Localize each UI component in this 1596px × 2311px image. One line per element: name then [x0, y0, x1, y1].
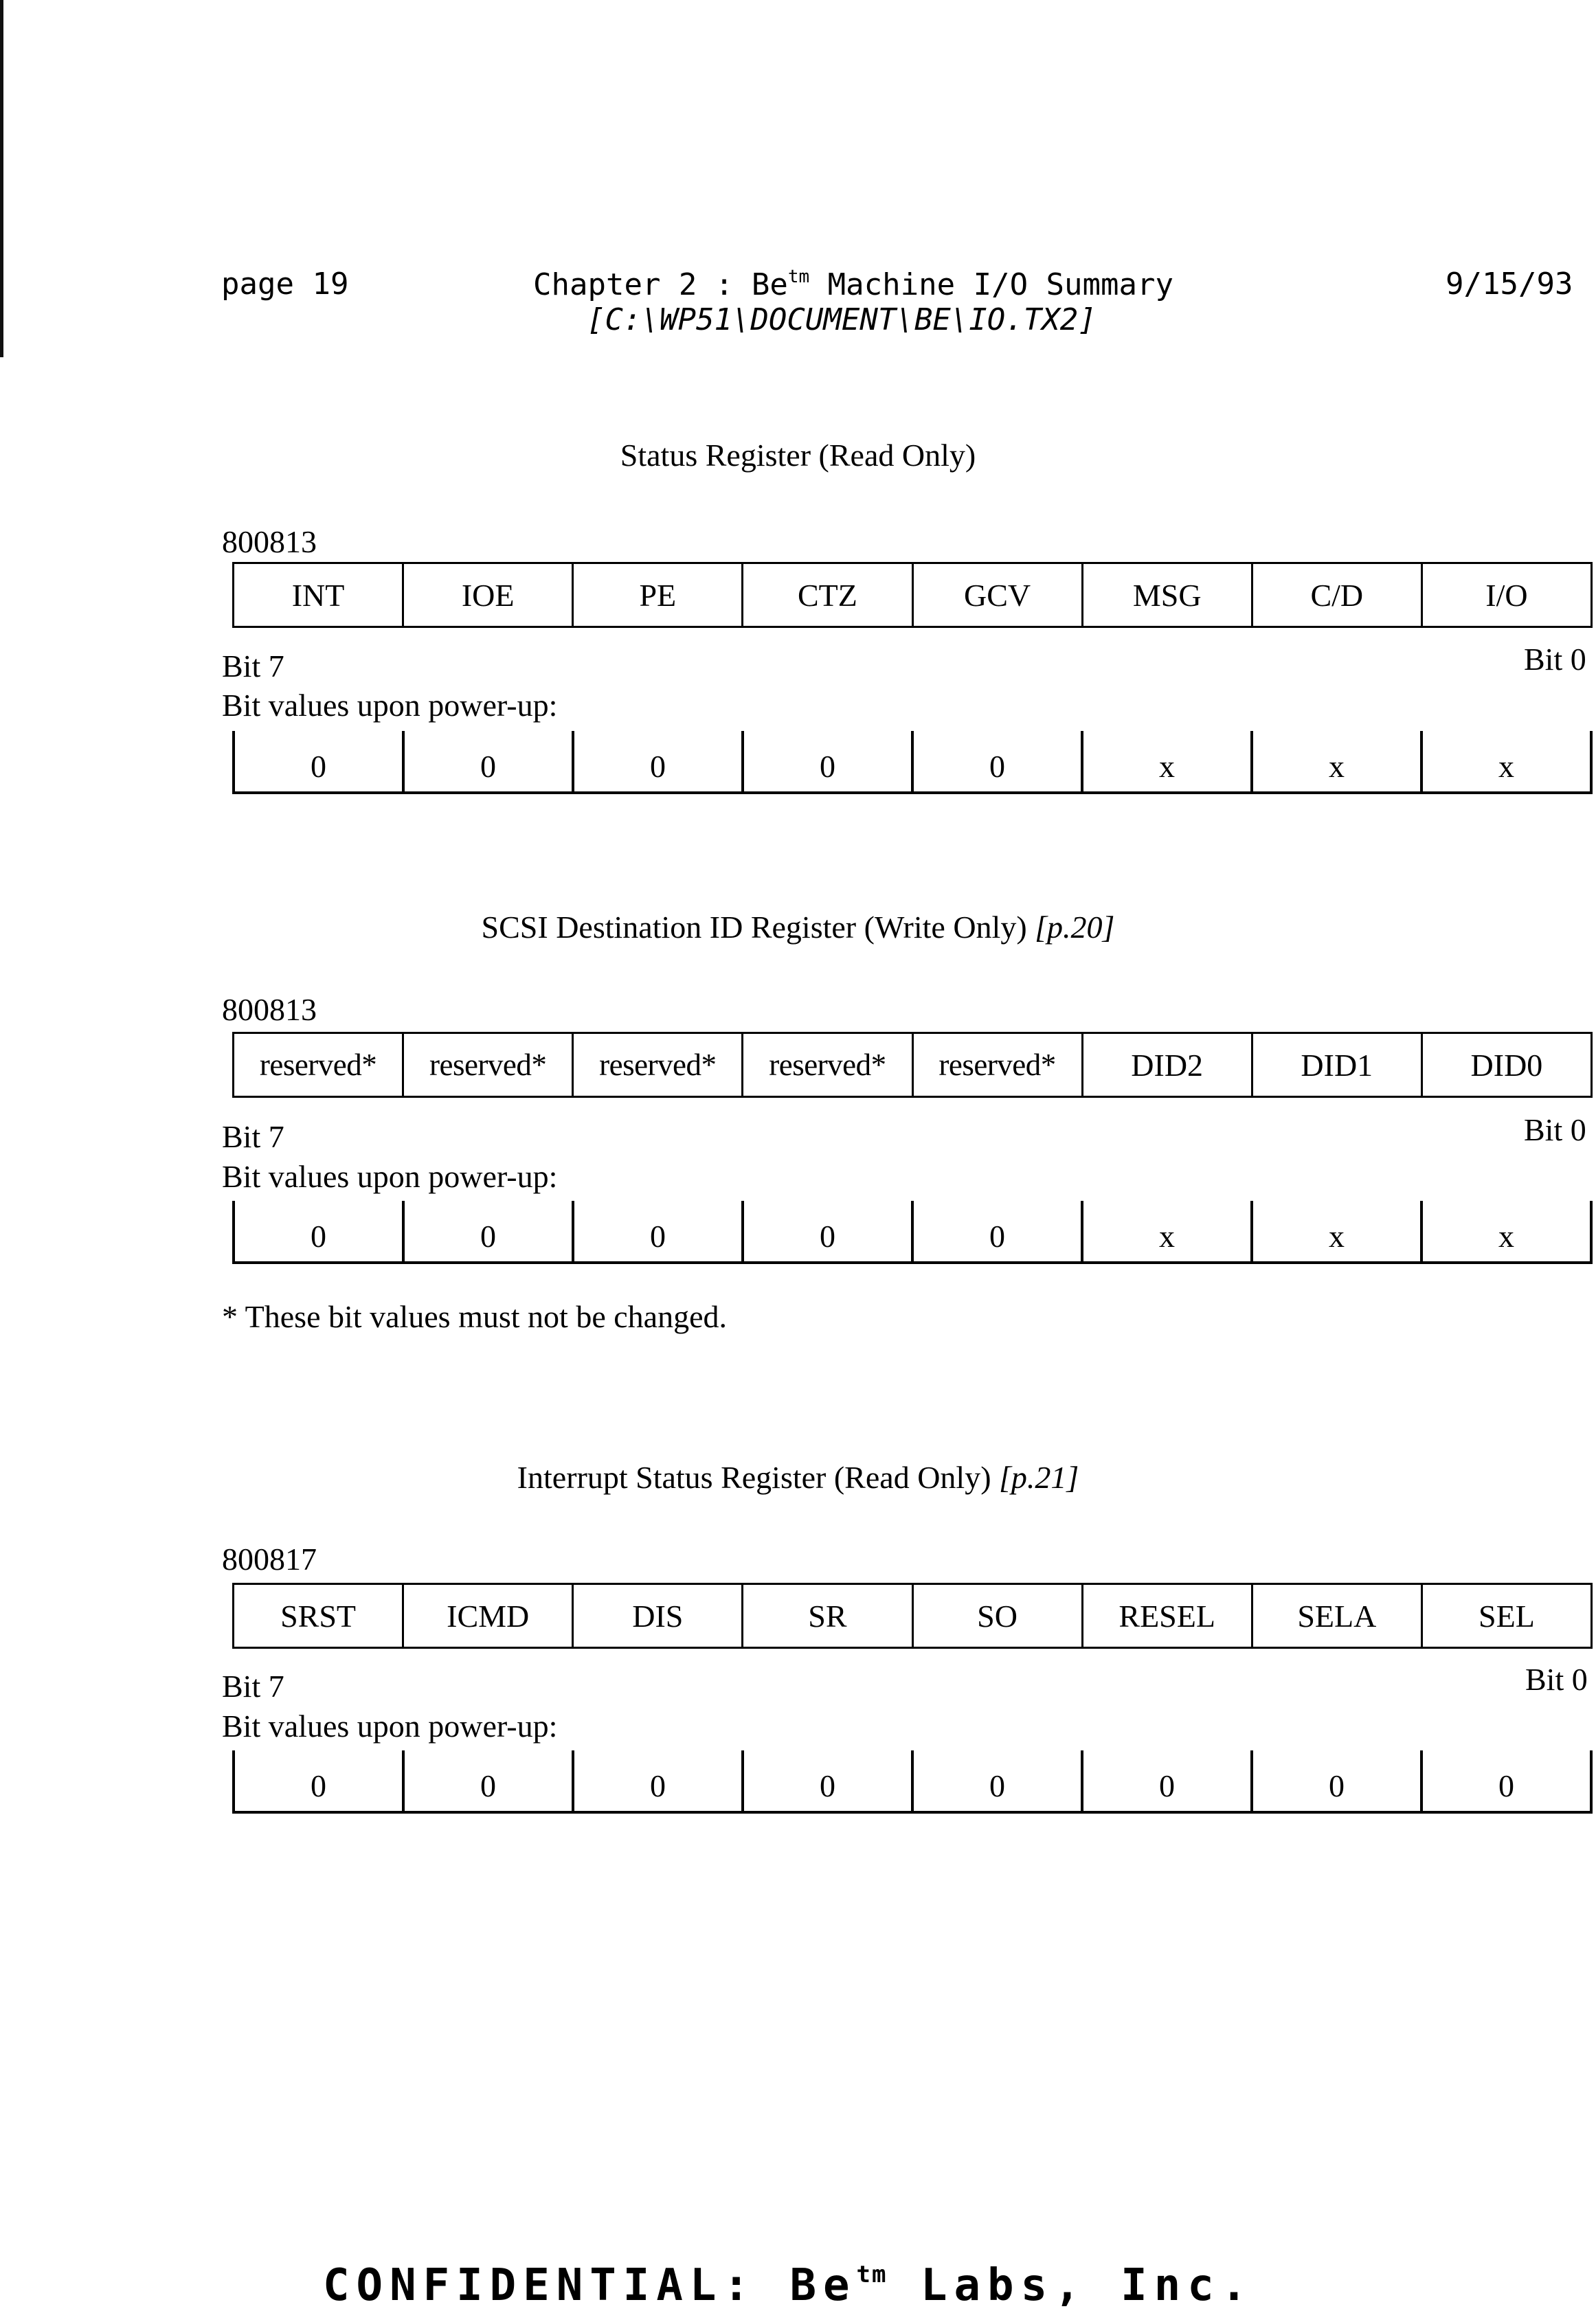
powerup-value-cell: x — [1420, 731, 1590, 791]
powerup-value-cell: 0 — [402, 731, 572, 791]
powerup-value-cell: 0 — [911, 731, 1081, 791]
bit-field-cell: reserved* — [259, 1048, 377, 1082]
powerup-value-cell: x — [1081, 731, 1250, 791]
powerup-value-cell: x — [1250, 731, 1420, 791]
bit-field-cell: C/D — [1251, 564, 1421, 626]
powerup-value-cell: 0 — [741, 1201, 911, 1261]
powerup-value-cell: 0 — [572, 1201, 741, 1261]
register-address: 800813 — [222, 524, 317, 559]
bit-field-cell: ICMD — [402, 1585, 572, 1647]
register-bit-fields — [232, 562, 1593, 628]
bit-field-cell: I/O — [1421, 564, 1591, 626]
scan-edge-mark — [0, 0, 3, 357]
powerup-value-cell: 0 — [741, 731, 911, 791]
bit-low-label: Bit 0 — [1524, 642, 1586, 677]
powerup-value-cell: 0 — [311, 749, 326, 784]
trademark-mark: tm — [787, 267, 810, 287]
bit-field-cell: SEL — [1421, 1585, 1591, 1647]
register-title-text: Interrupt Status Register (Read Only) — [517, 1460, 1000, 1495]
powerup-value-cell: 0 — [572, 731, 741, 791]
chapter-title-part1: Chapter 2 : Be — [533, 267, 788, 302]
powerup-label: Bit values upon power-up: — [222, 1709, 558, 1744]
bit-field-cell: reserved* — [912, 1034, 1081, 1096]
bit-field-cell: INT — [291, 577, 345, 613]
register-title-text: SCSI Destination ID Register (Write Only) — [481, 910, 1035, 945]
bit-field-cell: DID2 — [1081, 1034, 1251, 1096]
powerup-value-cell: 0 — [311, 1768, 326, 1803]
footer-text-part2: Labs, Inc. — [887, 2260, 1255, 2311]
page-reference: [p.21] — [999, 1460, 1079, 1495]
bit-field-cell: IOE — [402, 564, 572, 626]
bit-field-cell: SO — [912, 1585, 1081, 1647]
powerup-value-cell: 0 — [402, 1201, 572, 1261]
powerup-values — [232, 731, 1593, 794]
register-bit-fields — [232, 1583, 1593, 1649]
bit-field-cell: SELA — [1251, 1585, 1421, 1647]
powerup-value-cell: 0 — [402, 1750, 572, 1811]
powerup-label: Bit values upon power-up: — [222, 688, 558, 723]
page-date: 9/15/93 — [1446, 267, 1573, 302]
bit-high-label: Bit 7 — [222, 1119, 284, 1154]
bit-field-cell: SR — [741, 1585, 911, 1647]
bit-low-label: Bit 0 — [1524, 1112, 1586, 1147]
bit-field-cell: CTZ — [741, 564, 911, 626]
footer-text-part1: CONFIDENTIAL: Be — [323, 2260, 857, 2311]
bit-field-cell: PE — [572, 564, 741, 626]
powerup-value-cell: 0 — [1081, 1750, 1250, 1811]
bit-high-label: Bit 7 — [222, 649, 284, 684]
bit-field-cell: RESEL — [1081, 1585, 1251, 1647]
powerup-value-cell: x — [1081, 1201, 1250, 1261]
register-title — [0, 1459, 1596, 1496]
powerup-value-cell: 0 — [572, 1750, 741, 1811]
chapter-title — [533, 267, 1173, 302]
powerup-values — [232, 1750, 1593, 1814]
bit-high-label: Bit 7 — [222, 1669, 284, 1704]
bit-field-cell: MSG — [1081, 564, 1251, 626]
bit-low-label: Bit 0 — [1525, 1662, 1588, 1697]
powerup-value-cell: 0 — [1250, 1750, 1420, 1811]
bit-field-cell: reserved* — [741, 1034, 911, 1096]
bit-field-cell: DIS — [572, 1585, 741, 1647]
register-title-text: Status Register (Read Only) — [620, 438, 976, 473]
bit-field-cell: reserved* — [402, 1034, 572, 1096]
bit-field-cell: SRST — [280, 1598, 357, 1634]
powerup-value-cell: 0 — [911, 1750, 1081, 1811]
powerup-value-cell: x — [1250, 1201, 1420, 1261]
bit-field-cell: GCV — [912, 564, 1081, 626]
footer-trademark-mark: tm — [856, 2261, 888, 2288]
page-number: page 19 — [221, 267, 349, 302]
powerup-value-cell: x — [1420, 1201, 1590, 1261]
document-path: [C:\WP51\DOCUMENT\BE\IO.TX2] — [587, 302, 1097, 337]
powerup-label: Bit values upon power-up: — [222, 1159, 558, 1194]
register-bit-fields — [232, 1032, 1593, 1098]
bit-field-cell: DID1 — [1251, 1034, 1421, 1096]
register-title — [0, 437, 1596, 473]
footnote: * These bit values must not be changed. — [222, 1299, 727, 1334]
register-address: 800817 — [222, 1542, 317, 1577]
register-address: 800813 — [222, 992, 317, 1027]
register-title — [0, 909, 1596, 945]
page-reference: [p.20] — [1035, 910, 1115, 945]
chapter-title-part2: Machine I/O Summary — [809, 267, 1173, 302]
powerup-value-cell: 0 — [741, 1750, 911, 1811]
bit-field-cell: DID0 — [1421, 1034, 1591, 1096]
powerup-value-cell: 0 — [911, 1201, 1081, 1261]
powerup-value-cell: 0 — [311, 1219, 326, 1254]
powerup-values — [232, 1201, 1593, 1264]
bit-field-cell: reserved* — [572, 1034, 741, 1096]
powerup-value-cell: 0 — [1420, 1750, 1590, 1811]
confidential-footer — [323, 2260, 1254, 2311]
